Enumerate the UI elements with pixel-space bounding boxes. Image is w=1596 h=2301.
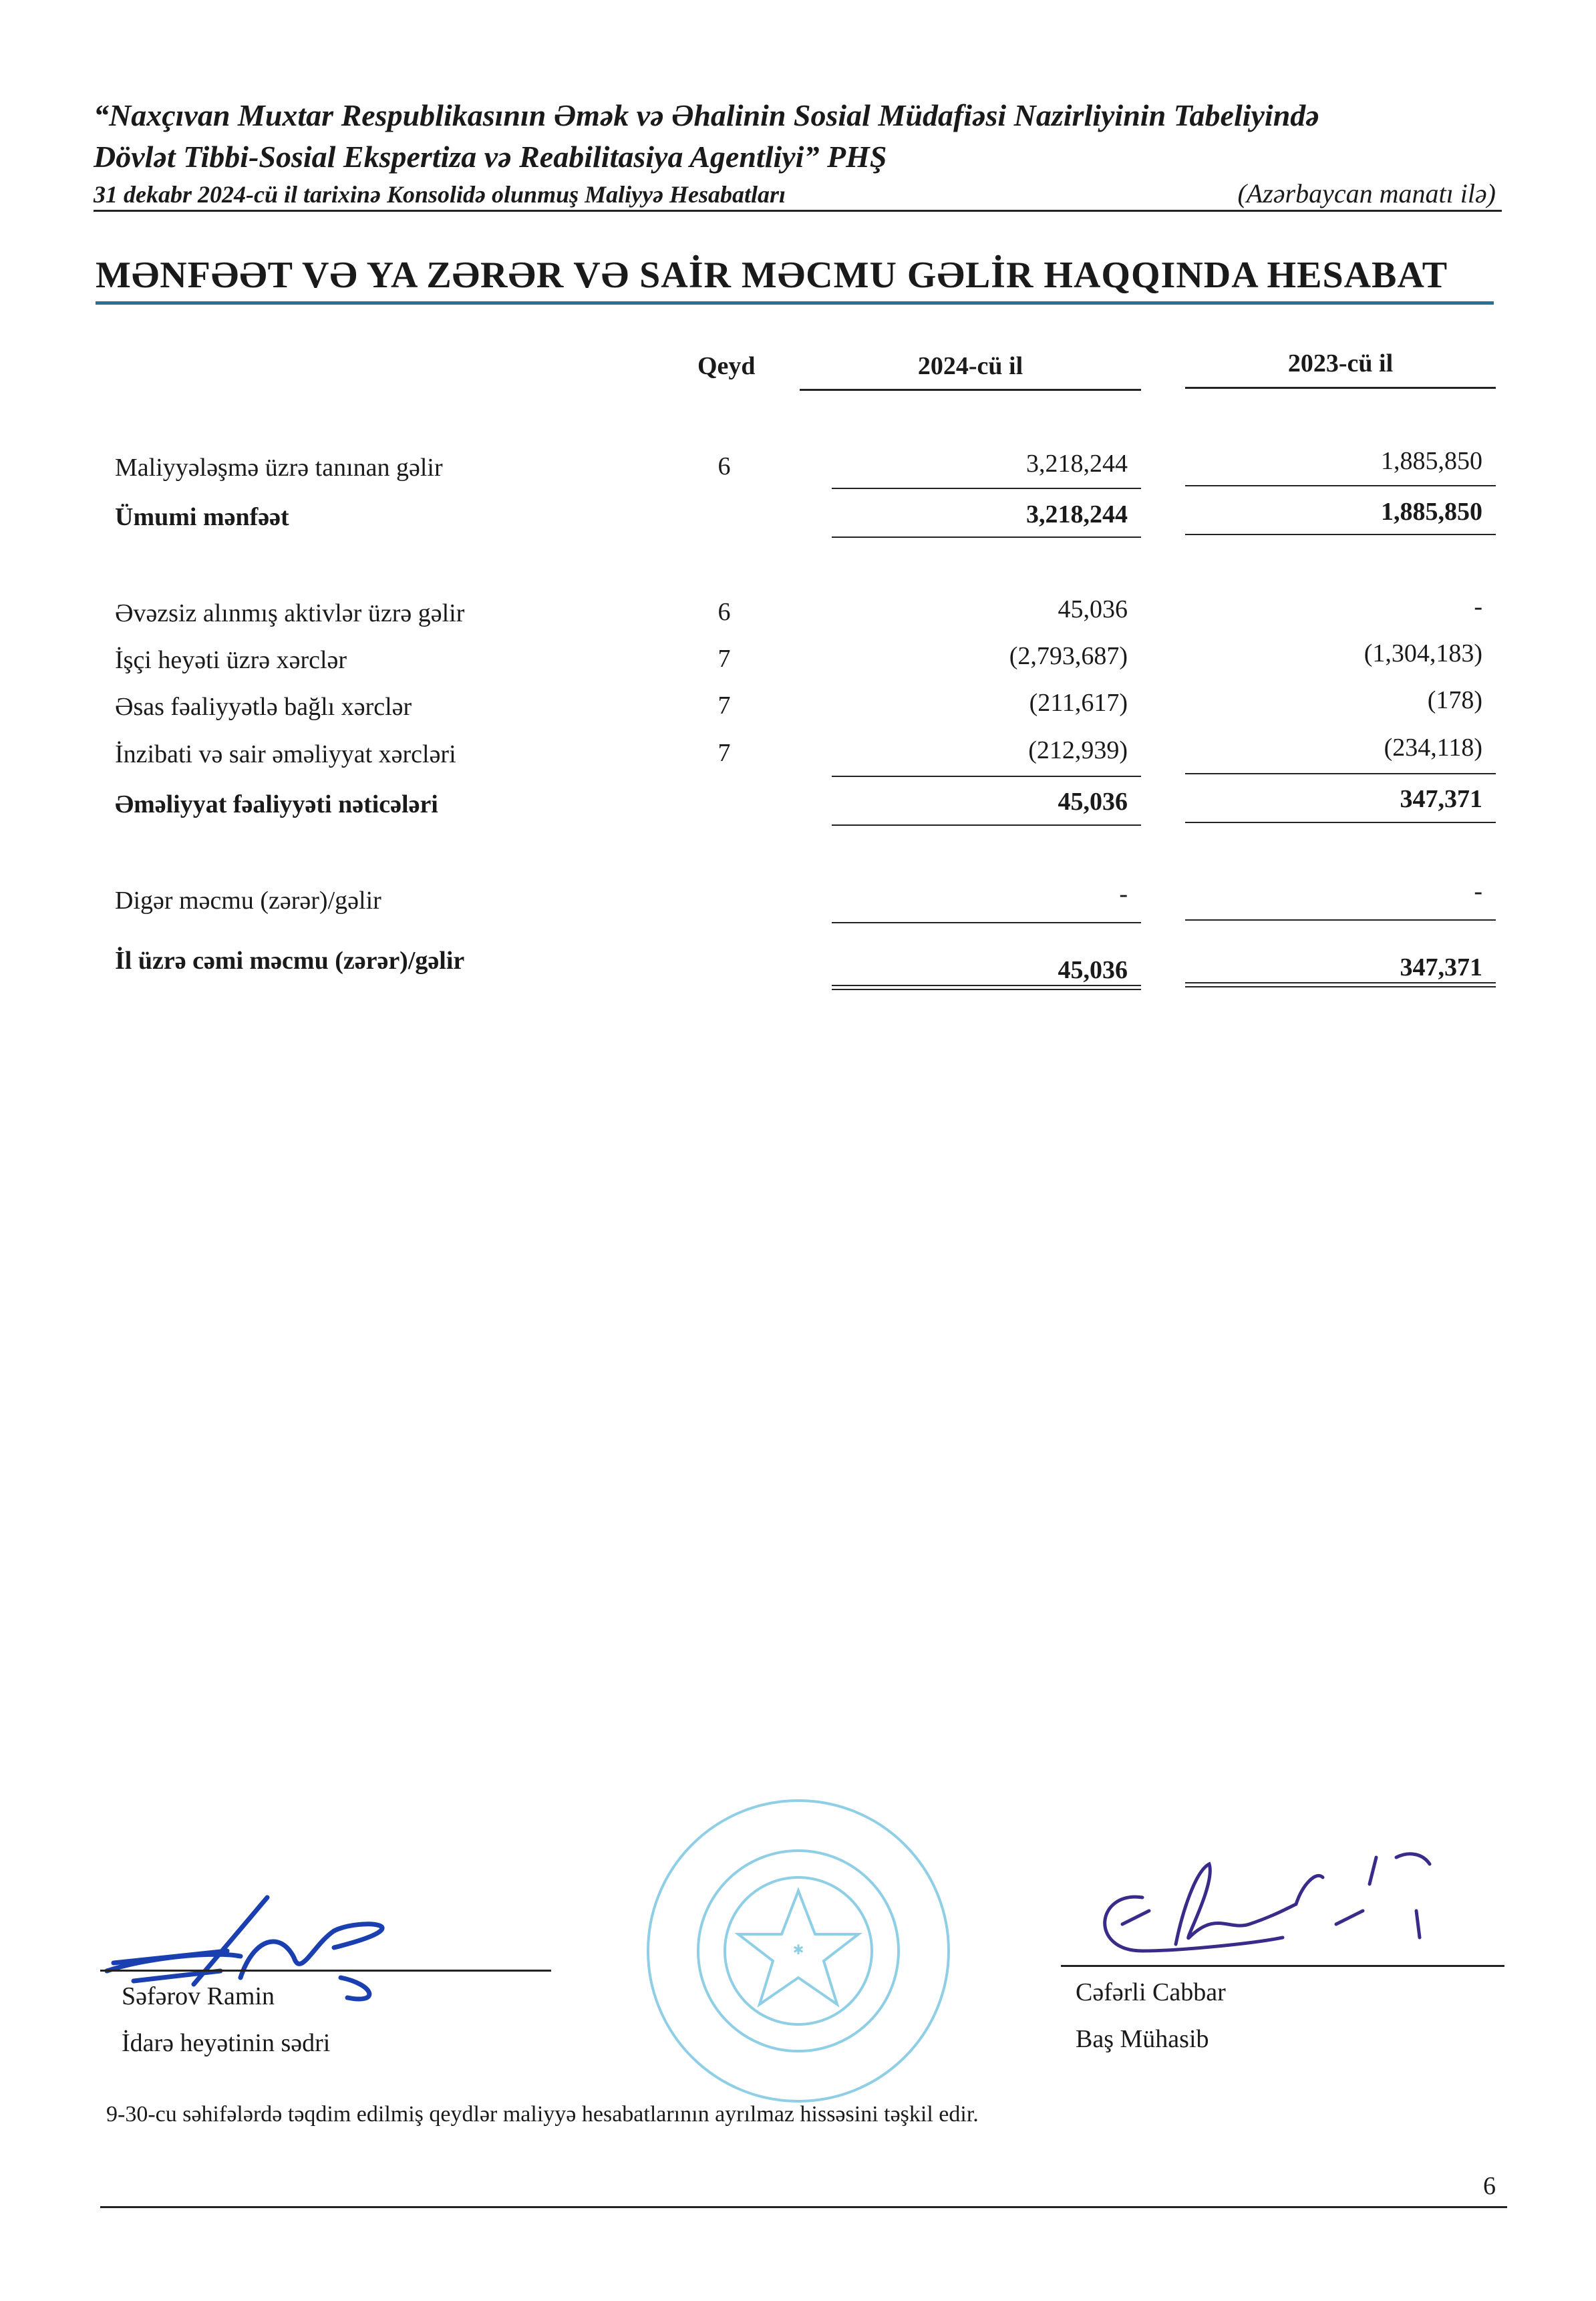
row-value-2024: (211,617) [1029,689,1128,717]
row-value-2024: (212,939) [1028,736,1128,764]
row-value-2023: (178) [1427,686,1482,714]
header-line-1: “Naxçıvan Muxtar Respublikasının Əmək və Əhalinin Sosial Müdafiəsi Nazirliyinin Tabeliyində [94,98,1319,132]
row-value-2024: 45,036 [1058,956,1128,984]
signatory-left-name: Səfərov Ramin [122,1982,275,2010]
title-rule [96,301,1494,305]
row-label: İl üzrə cəmi məcmu (zərər)/gəlir [115,947,465,975]
row-value-2023: (234,118) [1384,734,1482,762]
row-value-2023: (1,304,183) [1364,639,1482,667]
row-note: 7 [717,692,731,720]
header-rule [94,210,1502,212]
row-value-2023: 347,371 [1400,785,1482,813]
row-label: Əsas fəaliyyətlə bağlı xərclər [115,693,412,721]
col-header-2023: 2023-cü il [1287,349,1394,377]
row-note: 6 [717,598,731,626]
col-header-2024: 2024-cü il [917,352,1023,380]
row-note: 7 [717,645,731,673]
row-value-2024: (2,793,687) [1009,642,1128,670]
signature-line-right [1061,1965,1504,1967]
signatory-right-role: Baş Mühasib [1076,2025,1209,2053]
row-value-2023: - [1474,877,1482,905]
row-label: Əvəzsiz alınmış aktivlər üzrə gəlir [115,599,465,627]
page-number: 6 [1483,2172,1496,2200]
signature-right [1082,1844,1456,1964]
row-value-2023: 1,885,850 [1381,498,1482,526]
official-stamp [638,1791,959,2111]
col-header-note: Qeyd [697,352,756,380]
row-value-2024: 45,036 [1058,788,1128,816]
row-label: Ümumi mənfəət [115,503,289,531]
row-value-2023: 347,371 [1400,953,1482,981]
row-label: Digər məcmu (zərər)/gəlir [115,887,381,915]
currency-note: (Azərbaycan manatı ilə) [1237,178,1496,208]
signature-line-left [100,1970,551,1972]
header-line-2: Dövlət Tibbi-Sosial Ekspertiza və Reabilitasiya Agentliyi” PHŞ [94,140,887,174]
row-label: İnzibati və sair əməliyyat xərcləri [115,740,456,768]
row-label: İşçi heyəti üzrə xərclər [115,646,347,674]
row-value-2024: 3,218,244 [1026,450,1128,478]
row-note: 6 [717,452,731,480]
row-value-2023: - [1474,593,1482,621]
signatory-left-role: İdarə heyətinin sədri [122,2029,331,2057]
signatory-right-name: Cəfərli Cabbar [1076,1978,1226,2006]
footer-note: 9-30-cu səhifələrdə təqdim edilmiş qeydlər maliyyə hesabatlarının ayrılmaz hissəsini təşkil edir. [106,2102,979,2127]
row-value-2024: - [1119,880,1128,908]
row-value-2023: 1,885,850 [1381,447,1482,475]
row-value-2024: 45,036 [1058,595,1128,623]
row-label: Əməliyyat fəaliyyəti nəticələri [115,790,438,818]
svg-text:✱: ✱ [792,1942,804,1958]
header-line-3: 31 dekabr 2024-cü il tarixinə Konsolidə olunmuş Maliyyə Hesabatları [94,181,786,208]
row-label: Maliyyələşmə üzrə tanınan gəlir [115,454,443,482]
footer-rule [100,2206,1507,2208]
row-value-2024: 3,218,244 [1026,500,1128,528]
page-title: MƏNFƏƏT VƏ YA ZƏRƏR VƏ SAİR MƏCMU GƏLİR HAQQINDA HESABAT [96,255,1448,296]
row-note: 7 [717,739,731,767]
